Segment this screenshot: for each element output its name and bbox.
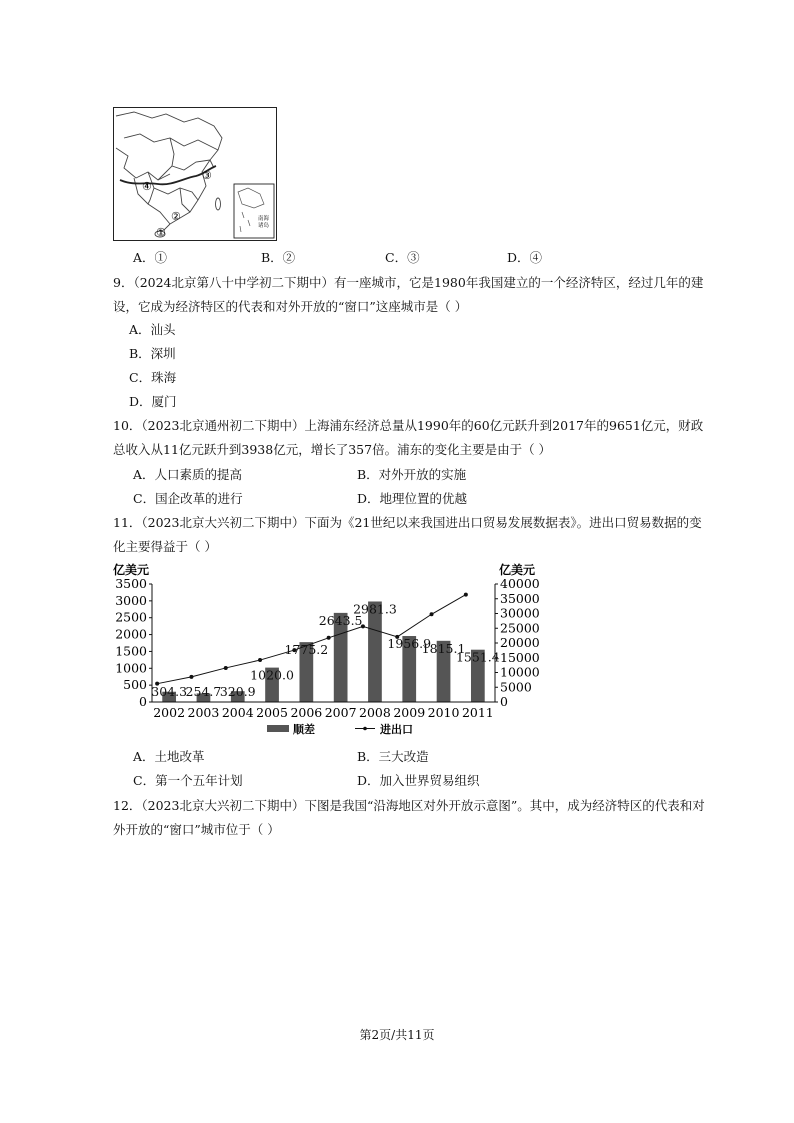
q9-option-a[interactable]: A．汕头: [129, 322, 176, 337]
line-point-import-export: [464, 593, 468, 597]
x-tick-label: 2005: [256, 705, 288, 720]
q9-stem-line2: 设，它成为经济特区的代表和对外开放的“窗口”这座城市是（ ）: [113, 299, 468, 314]
q8-option-d[interactable]: D．④: [507, 250, 543, 265]
y-tick-label-right: 35000: [500, 590, 540, 606]
q10-option-c[interactable]: C．国企改革的进行: [133, 491, 243, 506]
q8-option-b[interactable]: B．②: [261, 250, 296, 265]
y-tick-label-left: 3000: [115, 592, 147, 608]
bar-value-label: 1020.0: [250, 667, 294, 683]
q9-option-b[interactable]: B．深圳: [129, 346, 176, 361]
q11-stem-line2: 化主要得益于（ ）: [113, 539, 217, 554]
line-point-import-export: [430, 612, 434, 616]
q12-stem-line1: 12．（2023北京大兴初二下期中）下图是我国“沿海地区对外开放示意图”。其中，成为经济特区的代表和对: [113, 798, 705, 813]
q10-option-b[interactable]: B．对外开放的实施: [357, 467, 467, 482]
bar-value-label: 320.9: [219, 684, 256, 699]
y-axis-label-left: 亿美元: [113, 563, 150, 577]
china-map-figure: [113, 107, 277, 241]
y-tick-label-right: 25000: [500, 620, 540, 636]
bar-value-label: 1775.2: [284, 642, 329, 658]
y-tick-label-left: 2000: [115, 626, 147, 642]
q10-stem-line2: 总收入从11亿元跃升到3938亿元，增长了357倍。浦东的变化主要是由于（ ）: [113, 442, 552, 457]
q11-option-a[interactable]: A．土地改革: [133, 749, 205, 764]
q10-stem-line1: 10．（2023北京通州初二下期中）上海浦东经济总量从1990年的60亿元跃升到2017年的9651亿元，财政: [113, 418, 704, 433]
x-tick-label: 2008: [359, 705, 391, 720]
chart-legend: [267, 722, 413, 736]
bar-value-label: 2643.5: [318, 612, 363, 628]
q10-option-d[interactable]: D．地理位置的优越: [357, 491, 468, 506]
line-point-import-export: [327, 636, 331, 640]
bar-value-label: 1551.4: [455, 649, 500, 665]
q9-stem-line1: 9．（2024北京第八十中学初二下期中）有一座城市，它是1980年我国建立的一个经济特区，经过几年的建: [113, 275, 704, 290]
line-point-import-export: [189, 675, 193, 679]
y-tick-label-left: 3500: [115, 576, 147, 591]
y-tick-label-left: 2500: [115, 609, 147, 625]
marker-3: ③: [202, 169, 212, 182]
line-point-import-export: [258, 658, 262, 662]
x-tick-label: 2003: [187, 705, 220, 720]
trade-chart: [110, 560, 550, 742]
x-tick-label: 2004: [221, 705, 254, 720]
q8-option-a[interactable]: A．①: [133, 250, 168, 265]
x-tick-label: 2011: [461, 705, 494, 720]
q11-option-b[interactable]: B．三大改造: [357, 749, 429, 764]
legend-line-marker: [363, 727, 367, 731]
bar-value-label: 304.3: [151, 684, 188, 699]
y-tick-label-left: 1500: [115, 643, 147, 659]
y-tick-label-left: 0: [139, 694, 147, 709]
line-point-import-export: [224, 666, 228, 670]
q9-option-c[interactable]: C．珠海: [129, 370, 177, 385]
q11-option-d[interactable]: D．加入世界贸易组织: [357, 773, 480, 788]
x-tick-label: 2002: [153, 705, 186, 720]
x-tick-label: 2006: [290, 705, 323, 720]
y-tick-label-left: 500: [123, 677, 147, 693]
q11-option-c[interactable]: C．第一个五年计划: [133, 773, 243, 788]
y-tick-label-right: 0: [500, 694, 508, 709]
x-tick-label: 2007: [324, 705, 357, 720]
y-tick-label-right: 10000: [500, 664, 540, 680]
q9-option-d[interactable]: D．厦门: [129, 394, 177, 409]
marker-2: ②: [171, 210, 181, 223]
q10-option-a[interactable]: A．人口素质的提高: [133, 467, 243, 482]
map-drawing: [114, 108, 276, 240]
q12-stem-line2: 外开放的“窗口”城市位于（ ）: [113, 822, 280, 837]
bar-trade-surplus: [368, 601, 382, 702]
legend-line-label: 进出口: [380, 723, 413, 736]
y-tick-label-right: 5000: [500, 679, 532, 695]
x-tick-label: 2010: [427, 705, 460, 720]
x-tick-label: 2009: [393, 705, 426, 720]
y-tick-label-right: 15000: [500, 649, 540, 665]
q8-option-c[interactable]: C．③: [385, 250, 420, 265]
y-tick-label-right: 40000: [500, 576, 540, 591]
page-footer: 第2页/共11页: [359, 1028, 435, 1042]
bar-value-label: 1956.9: [387, 636, 432, 652]
y-tick-label-right: 20000: [500, 635, 540, 650]
bar-value-label: 2981.3: [353, 601, 397, 617]
y-tick-label-left: 1000: [115, 660, 147, 676]
inset-label: 南海诸岛: [258, 216, 270, 229]
bar-value-label: 254.7: [185, 684, 222, 699]
y-axis-label-right: 亿美元: [499, 563, 536, 577]
legend-bar-label: 顺差: [293, 723, 315, 736]
marker-4: ④: [142, 180, 152, 193]
q11-stem-line1: 11．（2023北京大兴初二下期中）下面为《21世纪以来我国进出口贸易发展数据表》。进出口贸易数据的变: [113, 515, 702, 530]
marker-1: ①: [156, 226, 166, 239]
y-tick-label-right: 30000: [500, 605, 540, 621]
legend-bar-swatch: [267, 725, 289, 732]
bar-value-label: 1815.1: [421, 640, 466, 656]
